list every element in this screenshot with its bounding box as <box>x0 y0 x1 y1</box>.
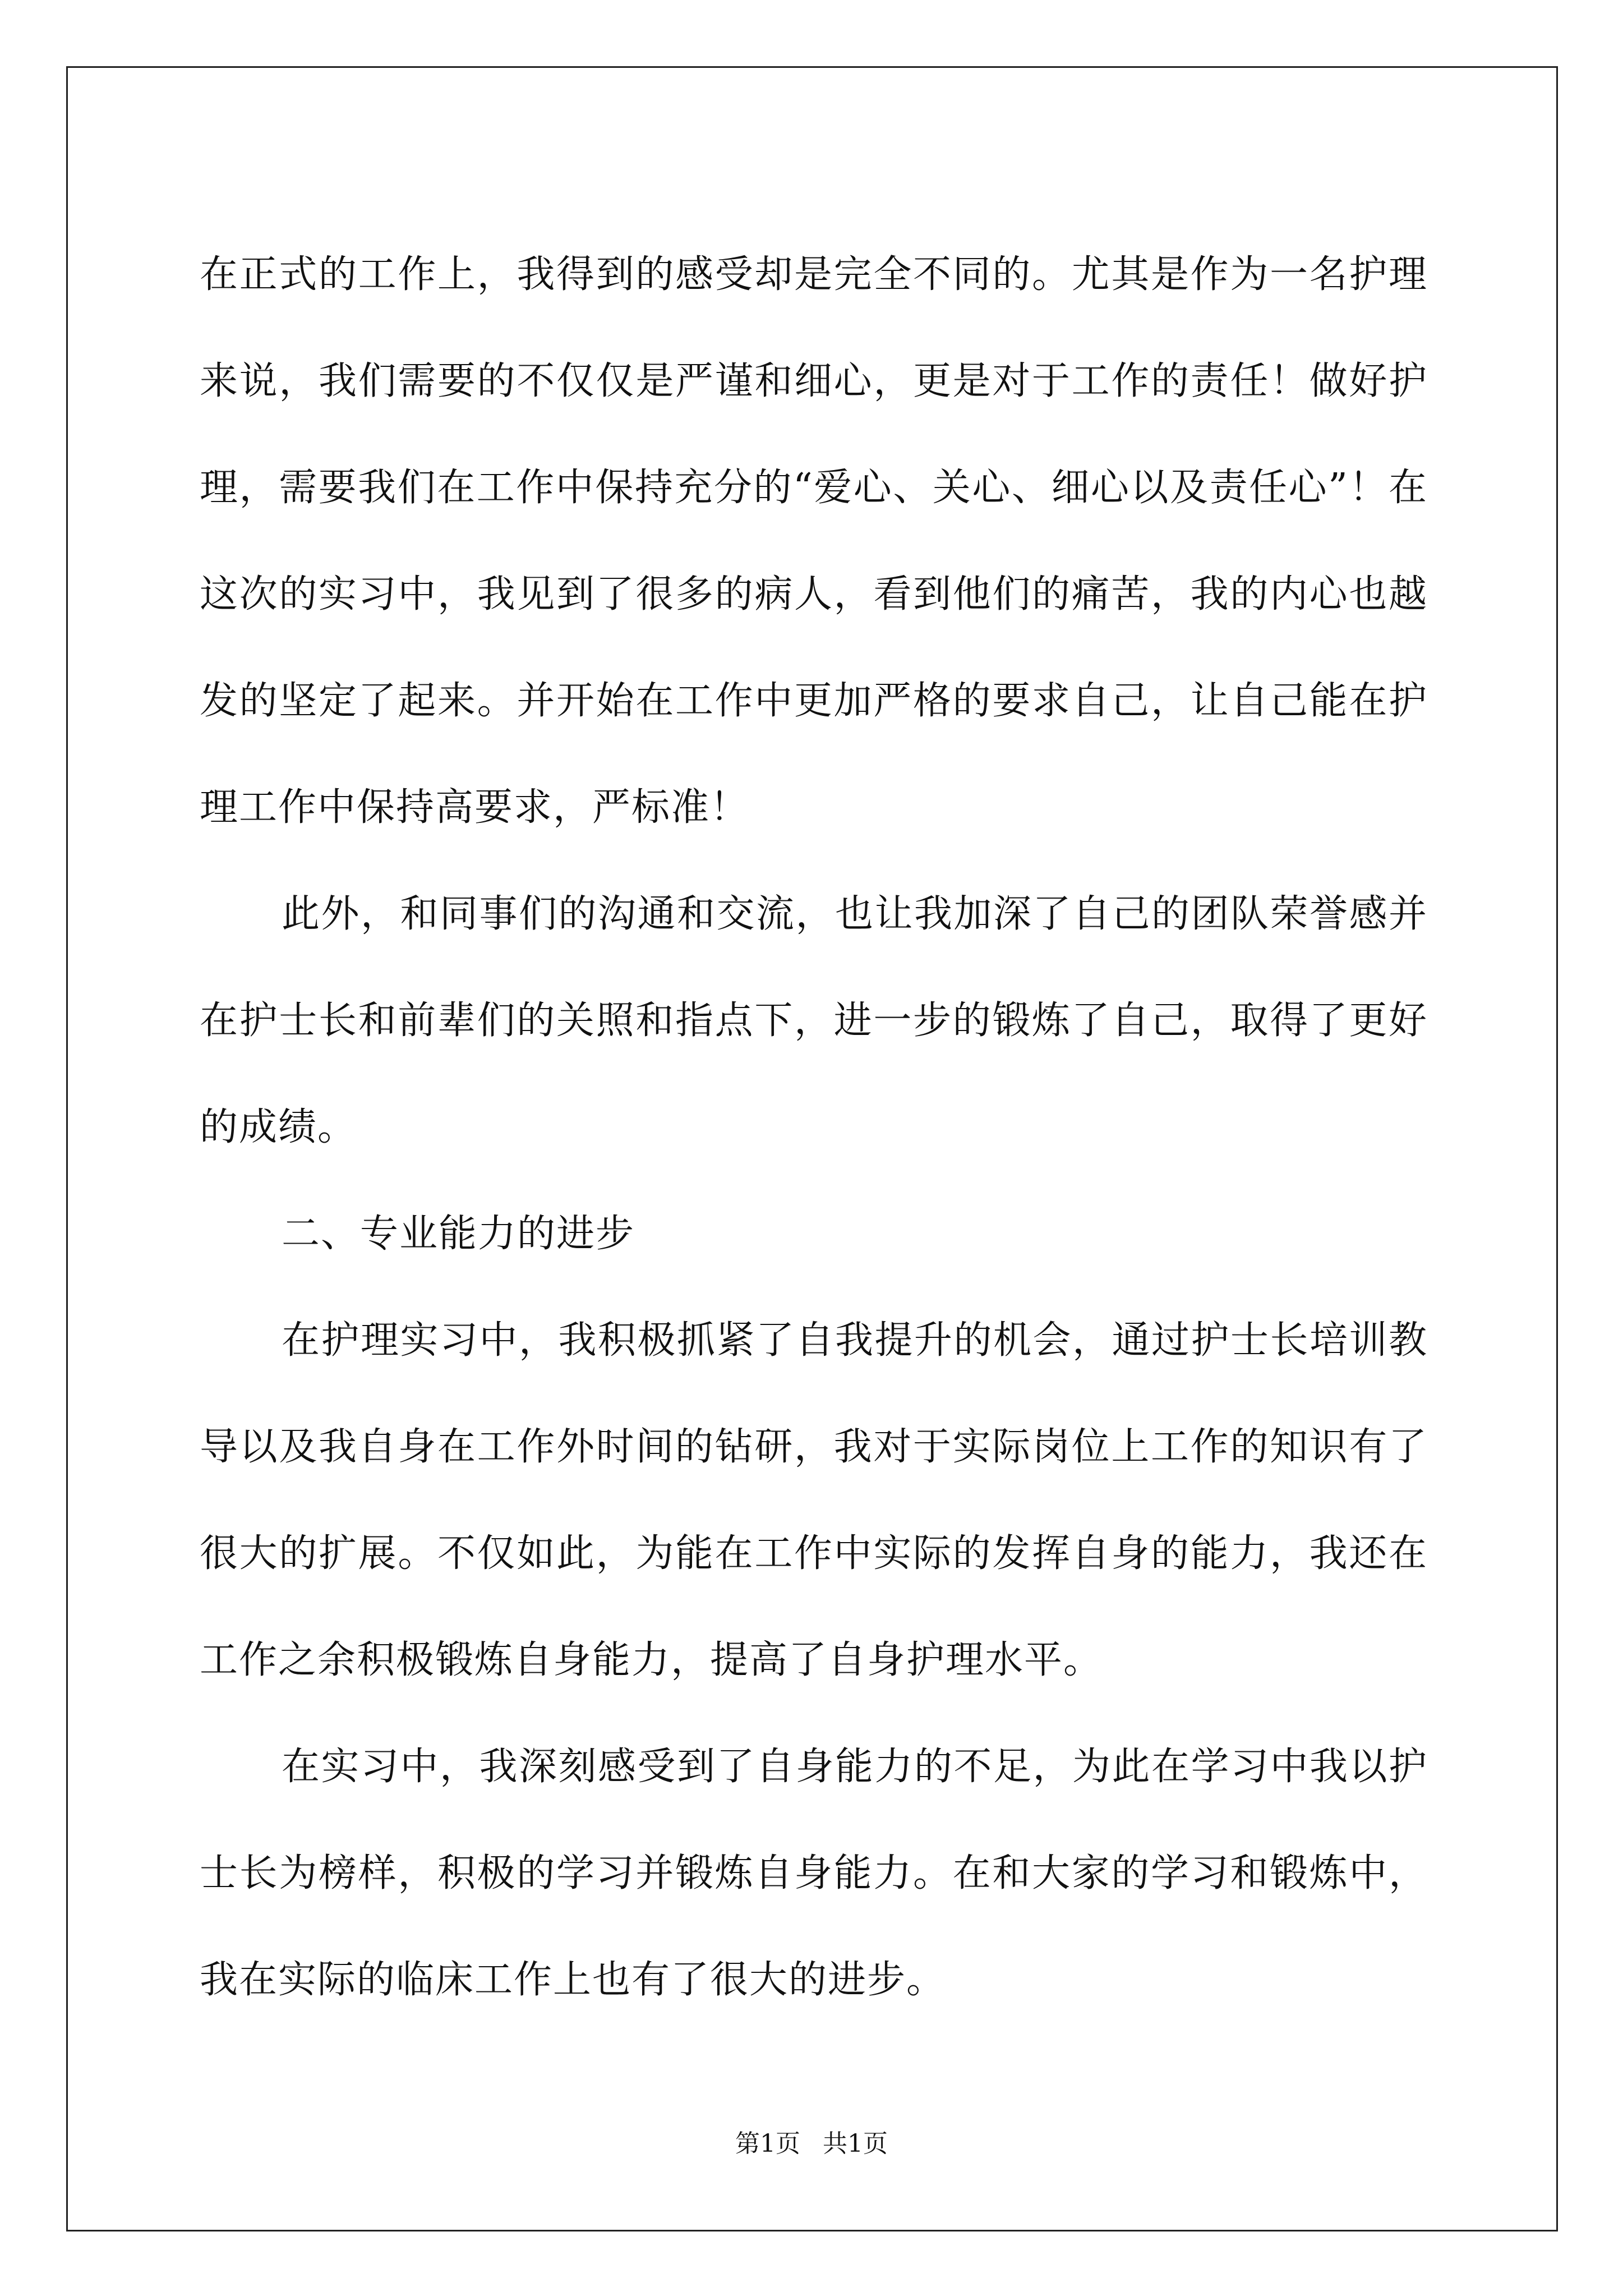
paragraph-3: 在护理实习中，我积极抓紧了自我提升的机会，通过护士长培训教导以及我自身在工作外时间的钻研，我对于实际岗位上工作的知识有了很大的扩展。不仅如此，为能在工作中实际的发挥自身的能力，我还在工作之余积极锻炼自身能力，提高了自身护理水平。 <box>200 1318 1428 1682</box>
paragraph-2: 此外，和同事们的沟通和交流，也让我加深了自己的团队荣誉感并在护士长和前辈们的关照和指点下，进一步的锻炼了自己，取得了更好的成绩。 <box>200 892 1428 1149</box>
page-number: 第1页 <box>735 2129 800 2158</box>
paragraph-4: 在实习中，我深刻感受到了自身能力的不足，为此在学习中我以护士长为榜样，积极的学习并锻炼自身能力。在和大家的学习和锻炼中，我在实际的临床工作上也有了很大的进步。 <box>200 1745 1428 2002</box>
section-heading: 二、专业能力的进步 <box>282 1212 635 1256</box>
page-footer <box>0 2127 1623 2161</box>
document-body <box>200 222 1428 2033</box>
page-total: 共1页 <box>823 2129 888 2158</box>
paragraph-1: 在正式的工作上，我得到的感受却是完全不同的。尤其是作为一名护理来说，我们需要的不仅仅是严谨和细心，更是对于工作的责任！做好护理，需要我们在工作中保持充分的“爱心、关心、细心以及责任心”！在这次的实习中，我见到了很多的病人，看到他们的痛苦，我的内心也越发的坚定了起来。并开始在工作中更加严格的要求自己，让自己能在护理工作中保持高要求，严标准！ <box>200 252 1428 830</box>
